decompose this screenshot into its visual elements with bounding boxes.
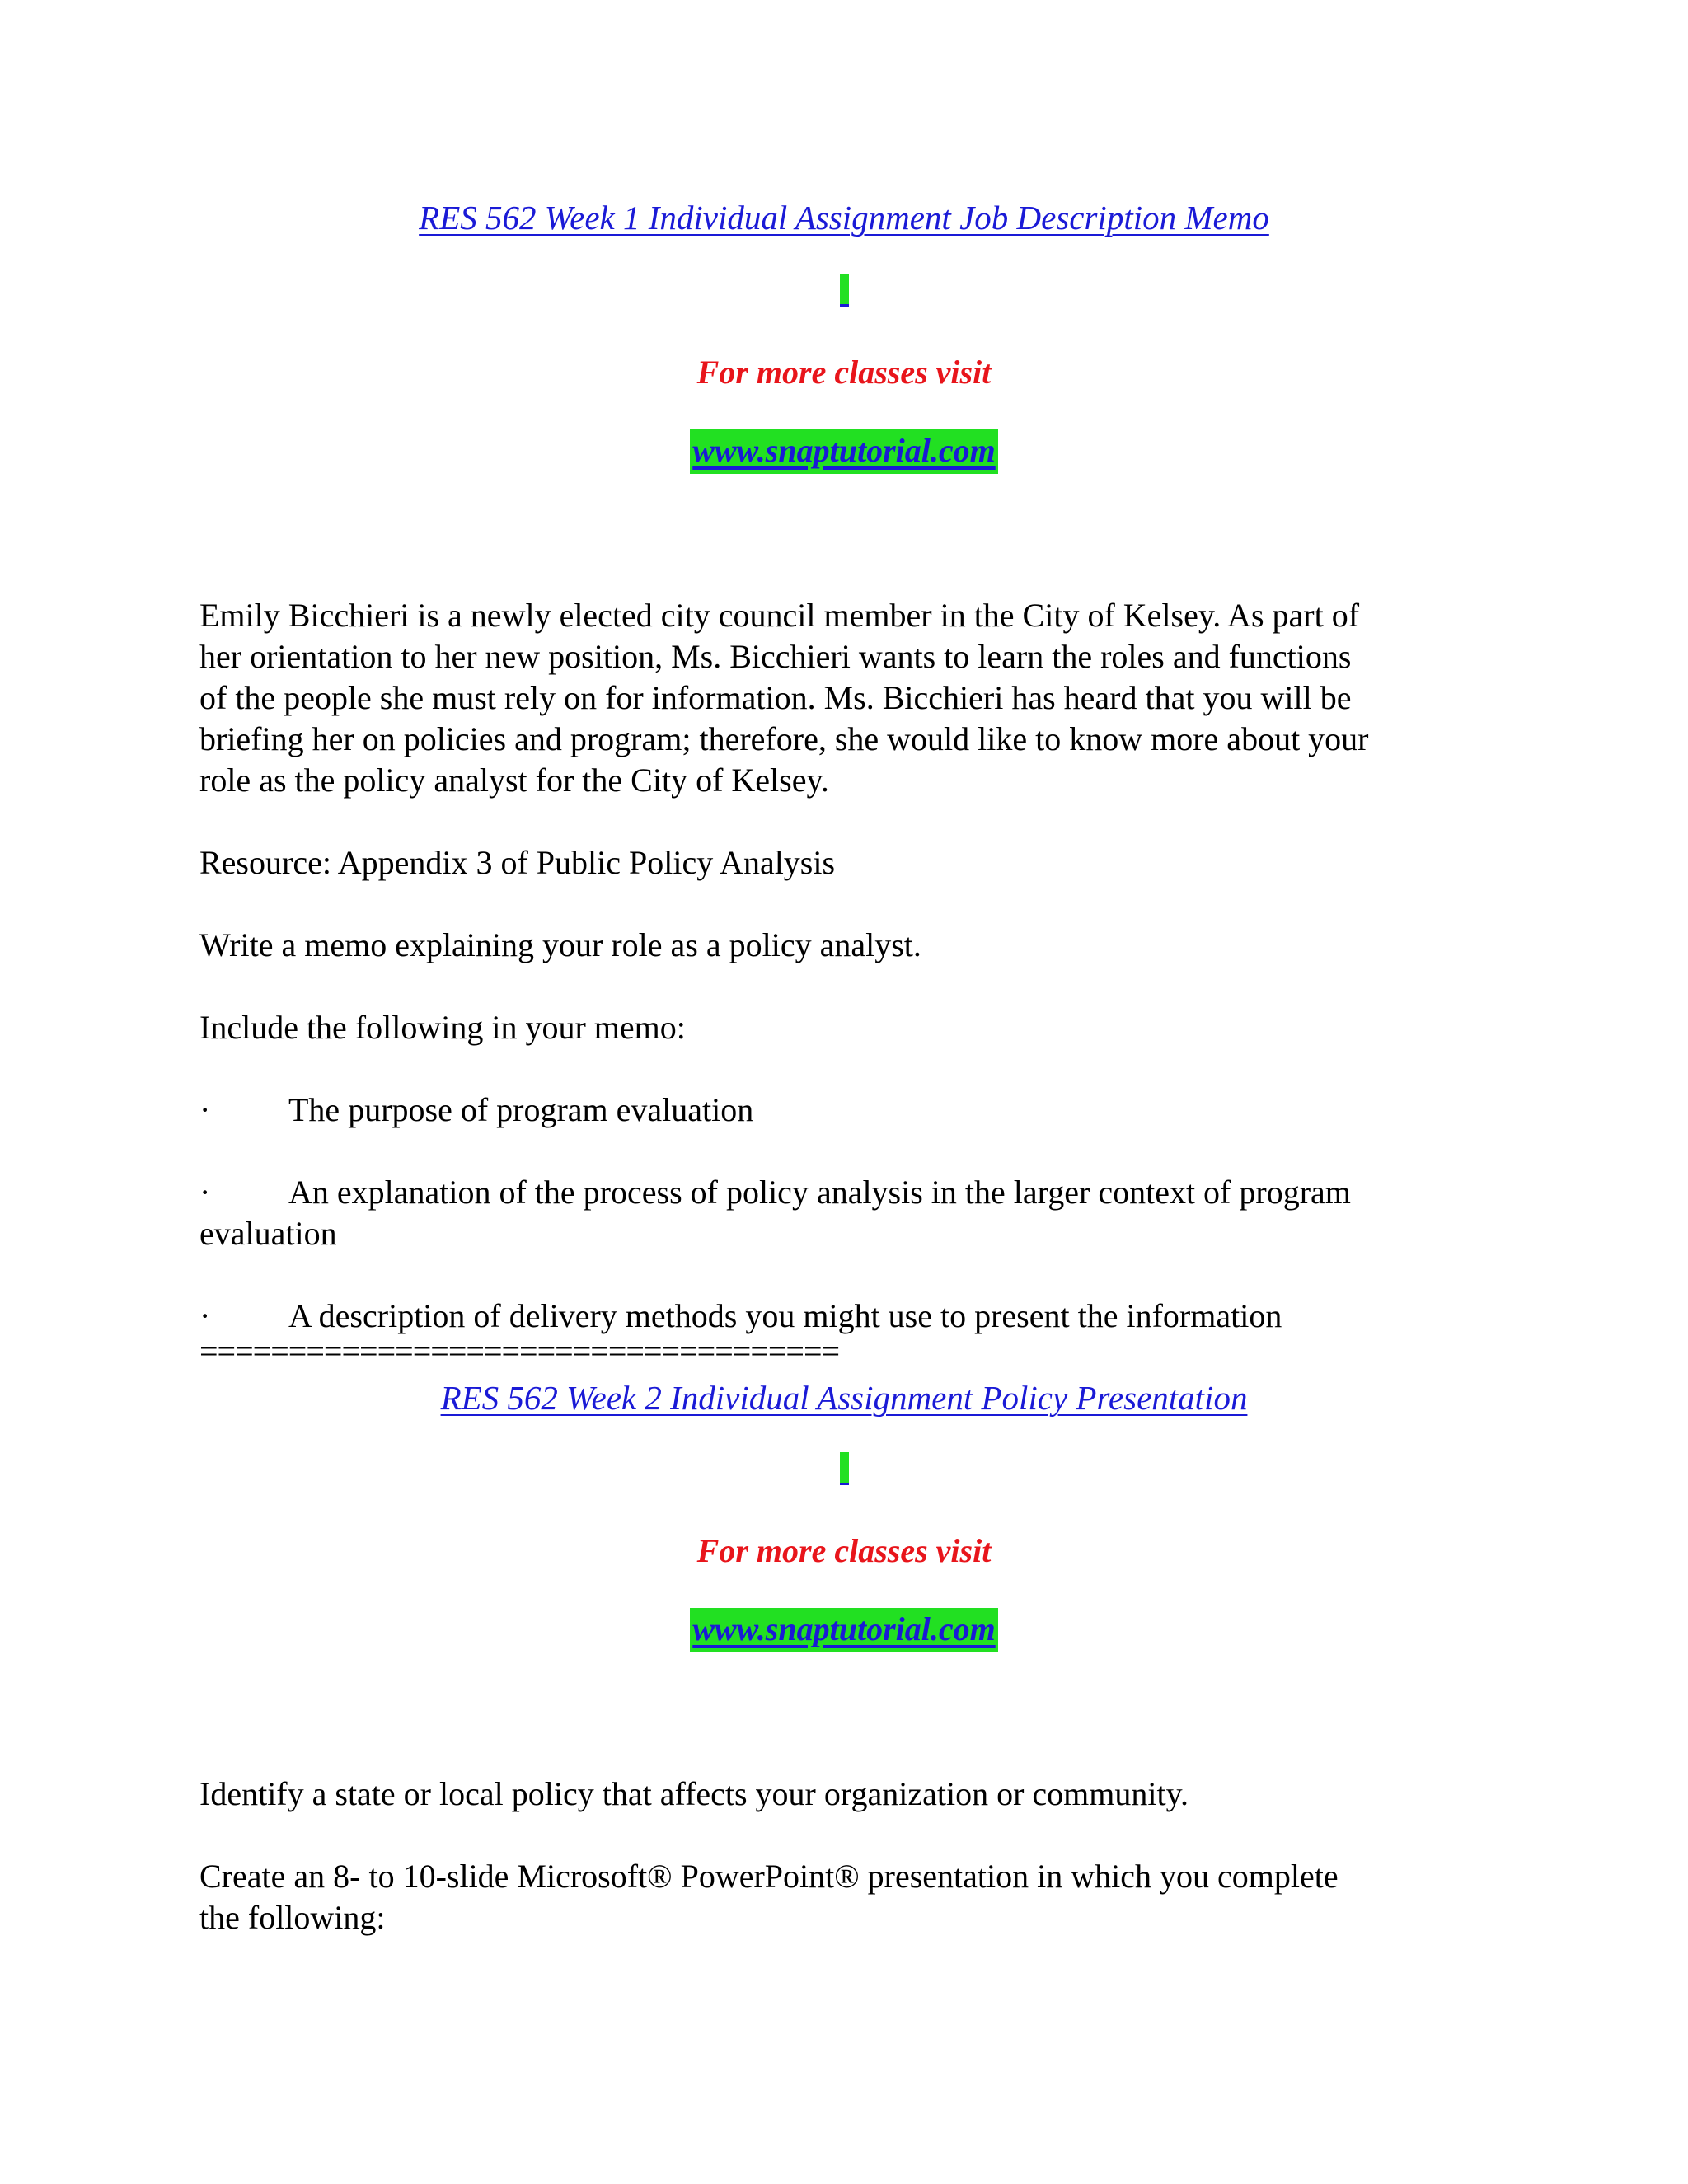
intro-line: of the people she must rely on for information. Ms. Bicchieri has heard that you will be xyxy=(199,679,1352,716)
snaptutorial-link[interactable]: www.snaptutorial.com xyxy=(690,429,998,474)
bullet-text: The purpose of program evaluation xyxy=(288,1091,754,1128)
week1-assignment-link[interactable]: RES 562 Week 1 Individual Assignment Job Description Memo xyxy=(419,199,1269,237)
section1-visit-row xyxy=(0,353,1688,391)
intro-line: Emily Bicchieri is a newly elected city council member in the City of Kelsey. As part of xyxy=(199,597,1360,634)
presentation-instruction xyxy=(199,1856,1493,1938)
section2-site-row xyxy=(0,1608,1688,1652)
instruction-line: the following: xyxy=(199,1899,386,1936)
highlight-marker xyxy=(840,1452,849,1485)
more-classes-text: For more classes visit xyxy=(696,354,992,391)
list-item xyxy=(199,1296,1493,1337)
policy-instruction-text: Identify a state or local policy that affects your organization or community. xyxy=(199,1775,1189,1812)
list-item xyxy=(199,1172,1493,1254)
section2-marker-row xyxy=(0,1452,1688,1485)
instruction-line: Create an 8- to 10-slide Microsoft® PowerPoint® presentation in which you complete xyxy=(199,1858,1339,1895)
bullet-text: A description of delivery methods you might use to present the information xyxy=(288,1297,1282,1334)
snaptutorial-link[interactable]: www.snaptutorial.com xyxy=(690,1608,998,1652)
section1-title-row xyxy=(0,198,1688,237)
instruction-text: Write a memo explaining your role as a policy analyst. xyxy=(199,926,921,963)
section-separator: ==================================== xyxy=(199,1335,840,1368)
bullet-icon: · xyxy=(199,1174,211,1211)
section1-site-row xyxy=(0,429,1688,474)
intro-line: her orientation to her new position, Ms. Bicchieri wants to learn the roles and functions xyxy=(199,638,1352,675)
bullet-text: An explanation of the process of policy analysis in the larger context of program xyxy=(288,1174,1351,1211)
intro-line: briefing her on policies and program; therefore, she would like to know more about your xyxy=(199,720,1369,757)
bullet-icon: · xyxy=(199,1091,211,1128)
more-classes-text: For more classes visit xyxy=(696,1532,992,1569)
resource-text: Resource: Appendix 3 of Public Policy Analysis xyxy=(199,844,836,881)
section2-title-row xyxy=(0,1378,1688,1418)
week2-assignment-link[interactable]: RES 562 Week 2 Individual Assignment Policy Presentation xyxy=(440,1379,1248,1417)
bullet-icon: · xyxy=(199,1297,211,1334)
intro-paragraph xyxy=(199,595,1493,801)
bullet-text-continued: evaluation xyxy=(199,1215,337,1252)
section1-marker-row xyxy=(0,274,1688,307)
intro-line: role as the policy analyst for the City of Kelsey. xyxy=(199,762,829,799)
list-item xyxy=(199,1090,1493,1131)
section2-visit-row xyxy=(0,1531,1688,1570)
include-intro-text: Include the following in your memo: xyxy=(199,1009,686,1046)
highlight-marker xyxy=(840,274,849,307)
